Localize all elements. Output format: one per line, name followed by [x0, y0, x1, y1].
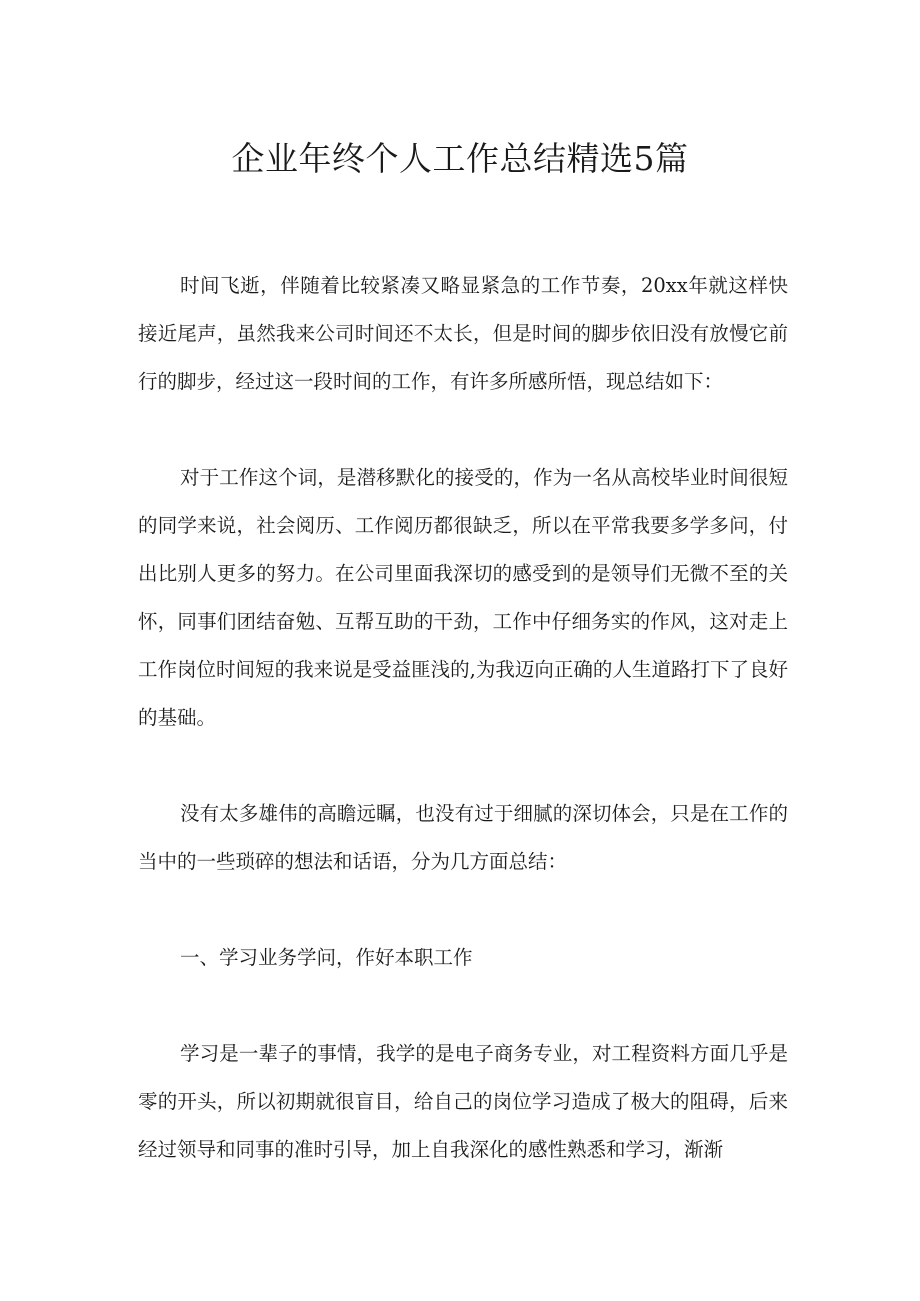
paragraph-learning: 学习是一辈子的事情，我学的是电子商务专业，对工程资料方面几乎是零的开头，所以初期就很盲目，给自己的岗位学习造成了极大的阻碍，后来经过领导和同事的准时引导，加上自我深化的感性熟悉和学习，渐渐 — [138, 1042, 788, 1161]
section-heading-1: 一、学习业务学问，作好本职工作 — [180, 946, 473, 969]
document-title: 企业年终个人工作总结精选5篇 — [231, 139, 689, 178]
document-body — [138, 262, 788, 1222]
paragraph-intro: 时间飞逝，伴随着比较紧凑又略显紧急的工作节奏，20xx年就这样快接近尾声，虽然我来公司时间还不太长，但是时间的脚步依旧没有放慢它前行的脚步，经过这一段时间的工作，有许多所感所悟，现总结如下： — [138, 274, 788, 393]
paragraph-work-attitude: 对于工作这个词，是潜移默化的接受的，作为一名从高校毕业时间很短的同学来说，社会阅历、工作阅历都很缺乏，所以在平常我要多学多问，付出比别人更多的努力。在公司里面我深切的感受到的是领导们无微不至的关怀，同事们团结奋勉、互帮互助的干劲，工作中仔细务实的作风，这对走上工作岗位时间短的我来说是受益匪浅的,为我迈向正确的人生道路打下了良好的基础。 — [138, 466, 788, 729]
paragraph-summary-lead: 没有太多雄伟的高瞻远瞩，也没有过于细腻的深切体会，只是在工作的当中的一些琐碎的想法和话语，分为几方面总结： — [138, 802, 788, 873]
